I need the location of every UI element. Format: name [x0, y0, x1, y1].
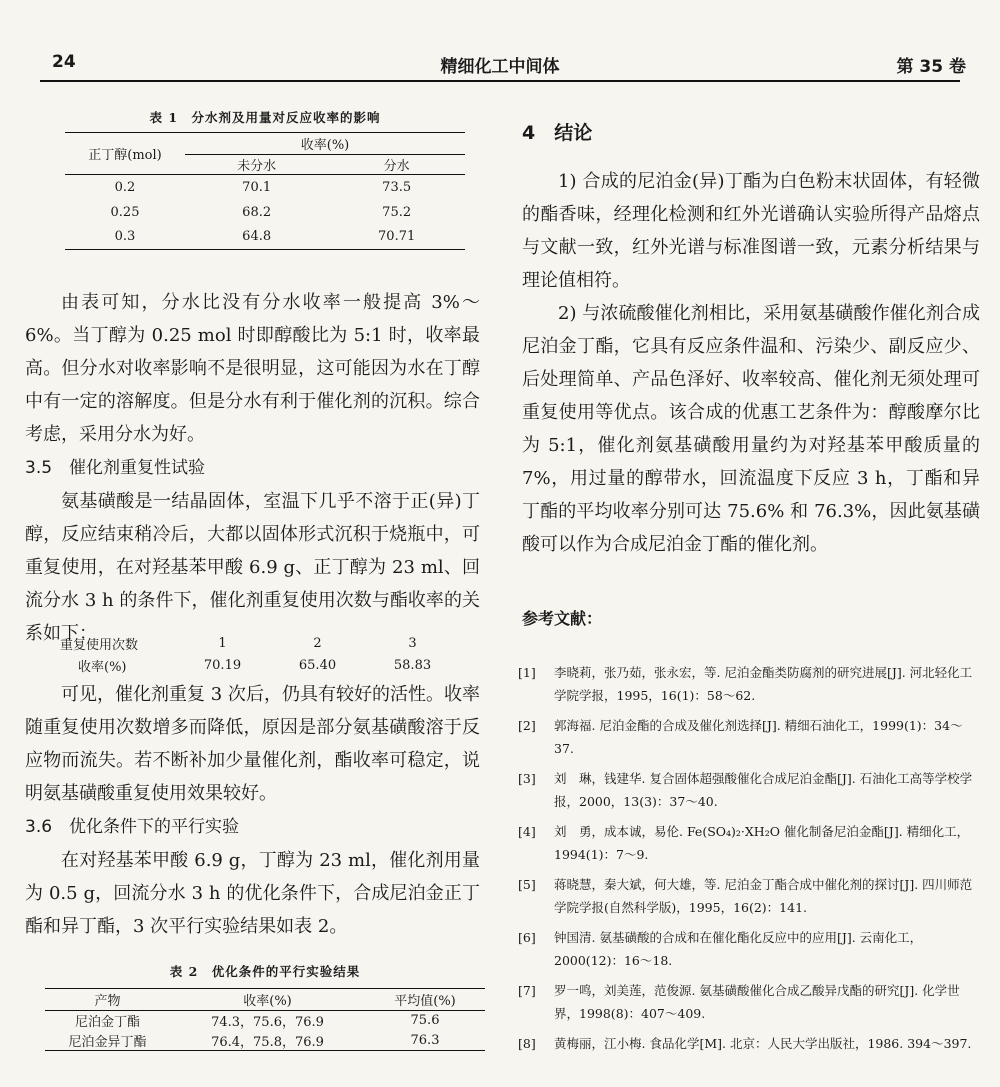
references-list — [518, 662, 980, 1064]
list-item — [518, 821, 980, 866]
reuse-times: 2 — [313, 635, 322, 651]
reuse-table — [60, 632, 460, 676]
table1-caption: 表 1 分水剂及用量对反应收率的影响 — [149, 110, 381, 125]
reference-text: 蒋晓慧，秦大斌，何大雄，等. 尼泊金丁酯合成中催化剂的探讨[J]. 四川师范学院学报(自然科学版)，1995，16(2)：141. — [554, 877, 973, 915]
table-cell: 64.8 — [242, 229, 272, 245]
reference-text: 郭海福. 尼泊金酯的合成及催化剂选择[J]. 精细石油化工，1999(1)：34～37. — [554, 718, 963, 756]
conclusions — [522, 165, 980, 561]
volume-label: 第 35 卷 — [896, 57, 966, 77]
reuse-yield: 70.19 — [203, 657, 242, 673]
reference-text: 钟国清. 氨基磺酸的合成和在催化酯化反应中的应用[J]. 云南化工，2000(12)：16～18. — [554, 930, 923, 968]
table-row — [45, 1031, 485, 1051]
left-column-upper — [25, 286, 480, 650]
paragraph: 1) 合成的尼泊金(异)丁酯为白色粉末状固体，有轻微的酯香味，经理化检测和红外光谱确认实验所得产品熔点与文献一致，红外光谱与标准图谱一致，元素分析结果与理论值相符。 — [522, 171, 980, 291]
table-cell: 74.3，75.6，76.9 — [211, 1015, 324, 1031]
table2-caption: 表 2 优化条件的平行实验结果 — [169, 964, 361, 979]
table-cell: 0.2 — [114, 179, 136, 195]
reuse-times: 3 — [408, 635, 417, 651]
reuse-times: 1 — [218, 635, 227, 651]
table-cell: 尼泊金丁酯 — [74, 1015, 140, 1031]
reference-number: [5] — [518, 877, 536, 892]
table-cell: 尼泊金异丁酯 — [68, 1034, 147, 1050]
references-heading: 参考文献： — [522, 609, 603, 628]
paragraph: 2) 与浓硫酸催化剂相比，采用氨基磺酸作催化剂合成尼泊金丁酯，它具有反应条件温和、污染少、副反应少、后处理简单、产品色泽好、收率较高、催化剂无须处理可重复使用等优点。该合成的优惠工艺条件为：醇酸摩尔比为 5:1，催化剂氨基磺酸用量约为对羟基苯甲酸质量的 7%，用过量的醇带水，回流温度下反应 3 h，丁酯和异丁酯的平均收率分别可达 75.6% 和 76.3%，因此氨基磺酸可以作为合成尼泊金丁酯的催化剂。 — [522, 303, 980, 555]
paragraph: 在对羟基苯甲酸 6.9 g，丁醇为 23 ml，催化剂用量为 0.5 g，回流分水 3 h 的优化条件下，合成尼泊金正丁酯和异丁酯，3 次平行实验结果如表 2。 — [25, 850, 480, 937]
reuse-label: 重复使用次数 — [60, 637, 139, 653]
table-cell: 73.5 — [382, 179, 412, 195]
reuse-label: 收率(%) — [78, 659, 127, 675]
table1-subheader: 未分水 — [185, 155, 328, 175]
table-row — [65, 225, 465, 250]
list-item — [518, 715, 980, 760]
table2-header: 收率(%) — [170, 989, 365, 1011]
table1-header-rowlabel: 正丁醇(mol) — [65, 133, 185, 175]
list-item — [518, 927, 980, 972]
journal-title: 精细化工中间体 — [440, 57, 560, 77]
reference-text: 黄梅丽，江小梅. 食品化学[M]. 北京：人民大学出版社，1986. 394～397. — [554, 1036, 972, 1051]
reference-number: [6] — [518, 930, 536, 945]
table1 — [65, 132, 465, 250]
list-item — [518, 768, 980, 813]
table-cell: 68.2 — [242, 204, 272, 220]
table2-header: 产物 — [45, 989, 170, 1011]
reference-number: [8] — [518, 1036, 536, 1051]
table-cell: 0.3 — [114, 229, 136, 245]
table-cell: 76.4，75.8，76.9 — [211, 1034, 324, 1050]
section-heading-3-5: 3.5 催化剂重复性试验 — [25, 458, 206, 478]
table-row — [65, 200, 465, 225]
reference-number: [2] — [518, 718, 536, 733]
table-row — [45, 1011, 485, 1031]
reference-number: [4] — [518, 824, 536, 839]
reuse-yield: 58.83 — [393, 657, 432, 673]
table2 — [45, 988, 485, 1051]
table-row — [65, 175, 465, 200]
reference-number: [1] — [518, 665, 536, 680]
section-heading-4: 4 结论 — [522, 122, 593, 144]
paragraph: 可见，催化剂重复 3 次后，仍具有较好的活性。收率随重复使用次数增多而降低，原因是部分氨基磺酸溶于反应物而流失。若不断补加少量催化剂，酯收率可稳定，说明氨基磺酸重复使用效果较好。 — [25, 684, 480, 804]
table-cell: 75.2 — [382, 204, 412, 220]
table-cell: 76.3 — [410, 1032, 440, 1048]
reference-text: 罗一鸣，刘美莲，范俊源. 氨基磺酸催化合成乙酸异戊酯的研究[J]. 化学世界，1998(8)：407～409. — [554, 983, 960, 1021]
list-item — [518, 874, 980, 919]
table2-header: 平均值(%) — [365, 989, 485, 1011]
list-item — [518, 662, 980, 707]
paragraph: 由表可知，分水比没有分水收率一般提高 3%～6%。当丁醇为 0.25 mol 时即醇酸比为 5:1 时，收率最高。但分水对收率影响不是很明显，这可能因为水在丁醇中有一定的溶解度。但是分水有利于催化剂的沉积。综合考虑，采用分水为好。 — [25, 292, 480, 445]
reuse-yield: 65.40 — [298, 657, 337, 673]
reference-number: [3] — [518, 771, 536, 786]
left-column-lower — [25, 678, 480, 943]
table-cell: 75.6 — [410, 1013, 440, 1029]
table1-header-group: 收率(%) — [185, 133, 465, 155]
list-item — [518, 980, 980, 1025]
header-rule — [40, 80, 960, 82]
reference-number: [7] — [518, 983, 536, 998]
section-heading-3-6: 3.6 优化条件下的平行实验 — [25, 817, 240, 837]
reference-text: 刘 琳，钱建华. 复合固体超强酸催化合成尼泊金酯[J]. 石油化工高等学校学报，2000，13(3)：37～40. — [554, 771, 973, 809]
paragraph: 氨基磺酸是一结晶固体，室温下几乎不溶于正(异)丁醇，反应结束稍冷后，大都以固体形式沉积于烧瓶中，可重复使用，在对羟基苯甲酸 6.9 g、正丁醇为 23 ml、回流分水 3 h 的条件下，催化剂重复使用次数与酯收率的关系如下： — [25, 491, 480, 644]
page-number: 24 — [52, 52, 76, 72]
list-item — [518, 1033, 980, 1056]
table1-subheader: 分水 — [328, 155, 465, 175]
reference-text: 李晓莉，张乃茹，张永宏，等. 尼泊金酯类防腐剂的研究进展[J]. 河北轻化工学院学报，1995，16(1)：58～62. — [554, 665, 973, 703]
table-cell: 70.1 — [242, 179, 272, 195]
table-cell: 0.25 — [110, 204, 140, 220]
reference-text: 刘 勇，成本诚，易伦. Fe(SO₄)₂·XH₂O 催化制备尼泊金酯[J]. 精细化工，1994(1)：7～9. — [554, 824, 970, 862]
table-cell: 70.71 — [378, 229, 416, 245]
